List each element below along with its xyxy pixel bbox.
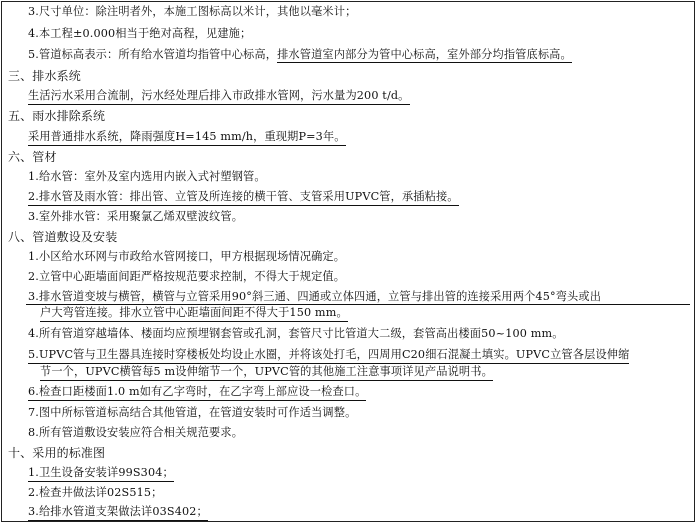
text-line-upvc-fixture: 5.UPVC管与卫生器具连接时穿楼板处均设止水圈，并将该处打毛，四周用C20细石混凝土填实。UPVC立管各层设伸缩 <box>28 348 629 364</box>
section-heading-rainwater: 五、雨水排除系统 <box>8 109 106 123</box>
section-heading-installation: 八、管道敷设及安装 <box>8 230 118 244</box>
text-line-elbow-connection: 户大弯管连接。排水立管中心距墙面间距不得大于150 mm。 <box>40 306 348 322</box>
underline-rule <box>26 304 690 305</box>
text-line-drain-pipe: 2.排水管及雨水管：排出管、立管及所连接的横干管、支管采用UPVC管，承插粘接。 <box>28 190 459 206</box>
text-line-standard-03s402: 3.给排水管道支架做法详03S402； <box>28 505 208 521</box>
text-line-units: 3.尺寸单位：除注明者外，本施工图标高以米计，其他以毫米计； <box>28 5 357 18</box>
text-line-rain-intensity: 采用普通排水系统，降雨强度H=145 mm/h，重现期P=3年。 <box>28 130 346 146</box>
text-line-pipe-elevation: 5.管道标高表示：所有给水管道均指管中心标高，排水管道室内部分为管中心标高，室外部分均指管底标高。 <box>28 48 572 61</box>
text-line-cleanout: 6.检查口距楼面1.0 m如有乙字弯时，在乙字弯上部应设一检查口。 <box>28 385 366 401</box>
text-line-slope-change: 3.排水管道变坡与横管，横管与立管采用90°斜三通、四通或立体四通，立管与排出管的连接采用两个45°弯头或出 <box>28 290 602 303</box>
document-page <box>1 1 695 522</box>
text-line-expansion-joint: 节一个，UPVC横管每5 m设伸缩节一个，UPVC管的其他施工注意事项详见产品说明书。 <box>40 365 493 381</box>
text-line-outdoor-drain: 3.室外排水管：采用聚氯乙烯双壁波纹管。 <box>28 210 244 223</box>
section-heading-materials: 六、管材 <box>8 150 57 164</box>
section-heading-standards: 十、采用的标准图 <box>8 446 106 460</box>
text-line-elevation: 4.本工程±0.000相当于绝对高程，见建施； <box>28 27 252 40</box>
text-line-riser-spacing: 2.立管中心距墙面间距严格按规范要求控制，不得大于规定值。 <box>28 270 346 283</box>
text-line-elevation-adjust: 7.图中所标管道标高结合其他管道，在管道安装时可作适当调整。 <box>28 406 357 419</box>
text-line-sleeves: 4.所有管道穿越墙体、楼面均应预埋钢套管或孔洞，套管尺寸比管道大二级，套管高出楼面50~100 mm。 <box>28 327 564 340</box>
text-line-ring-network: 1.小区给水环网与市政给水管网接口，甲方根据现场情况确定。 <box>28 250 346 263</box>
text-line-code-compliance: 8.所有管道敷设安装应符合相关规范要求。 <box>28 426 244 439</box>
text-line-water-pipe: 1.给水管：室外及室内选用内嵌入式衬塑钢管。 <box>28 170 266 183</box>
text-line-standard-99s304: 1.卫生设备安装详99S304； <box>28 466 174 482</box>
text-line-standard-02s515: 2.检查井做法详02S515； <box>28 486 163 499</box>
text-line-sewage: 生活污水采用合流制，污水经处理后排入市政排水管网，污水量为200 t/d。 <box>28 89 410 105</box>
section-heading-drainage: 三、排水系统 <box>8 69 81 83</box>
